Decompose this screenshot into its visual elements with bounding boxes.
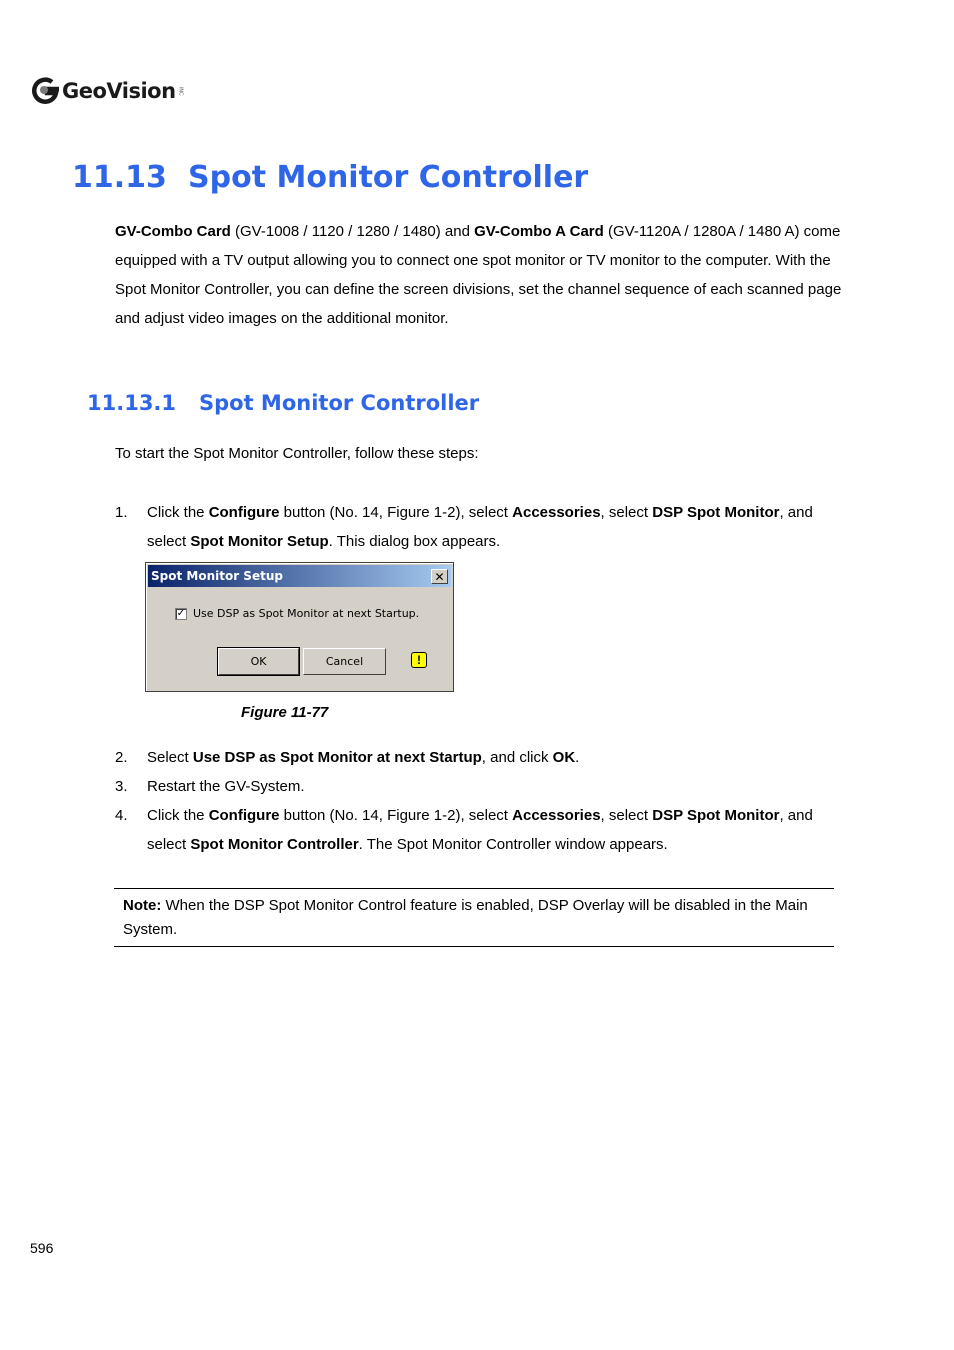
step-number: 3. bbox=[115, 778, 128, 795]
use-dsp-checkbox-row[interactable] bbox=[175, 607, 419, 620]
step-number: 2. bbox=[115, 749, 128, 766]
close-icon[interactable]: ✕ bbox=[431, 569, 448, 584]
page-number: 596 bbox=[30, 1240, 54, 1256]
step-bold: Use DSP as Spot Monitor at next Startup bbox=[192, 749, 482, 766]
note-box bbox=[114, 888, 834, 947]
logo-wordmark: GeoVision bbox=[62, 79, 176, 103]
step-3 bbox=[115, 772, 845, 801]
warning-icon: ! bbox=[411, 652, 427, 668]
step-text-part: . bbox=[575, 749, 580, 766]
subsection-title: Spot Monitor Controller bbox=[199, 391, 480, 415]
step-text-part: Click the bbox=[147, 504, 209, 521]
step-text bbox=[147, 498, 845, 556]
section-number: 11.13 bbox=[72, 160, 167, 195]
step-bold: Accessories bbox=[512, 504, 601, 521]
step-bold: Accessories bbox=[512, 807, 601, 824]
step-number: 1. bbox=[115, 504, 128, 521]
subsection-heading bbox=[87, 391, 479, 415]
step-text-part: . The Spot Monitor Controller window appears. bbox=[358, 836, 668, 853]
geovision-logo-icon bbox=[30, 76, 60, 106]
step-text: Restart the GV-System. bbox=[147, 778, 305, 795]
step-text-part: button (No. 14, Figure 1-2), select bbox=[279, 504, 513, 521]
step-bold: Spot Monitor Controller bbox=[190, 836, 359, 853]
step-bold: Configure bbox=[208, 807, 280, 824]
step-number: 4. bbox=[115, 807, 128, 824]
use-dsp-checkbox-label[interactable]: Use DSP as Spot Monitor at next Startup. bbox=[193, 607, 420, 620]
subsection-number: 11.13.1 bbox=[87, 391, 177, 415]
cancel-button[interactable]: Cancel bbox=[303, 648, 386, 675]
step-bold: OK bbox=[552, 749, 576, 766]
section-heading bbox=[72, 160, 588, 195]
dialog-title: Spot Monitor Setup bbox=[151, 569, 283, 583]
geovision-logo bbox=[30, 72, 184, 110]
step-text-part: Select bbox=[147, 749, 193, 766]
section-title: Spot Monitor Controller bbox=[188, 160, 589, 195]
step-text-part: . This dialog box appears. bbox=[328, 533, 501, 550]
figure-caption: Figure 11-77 bbox=[241, 704, 329, 721]
logo-trademark: INC bbox=[177, 86, 184, 96]
step-bold: DSP Spot Monitor bbox=[652, 504, 780, 521]
step-4 bbox=[115, 801, 845, 859]
ok-button[interactable]: OK bbox=[218, 648, 299, 675]
step-text-part: , and select bbox=[147, 504, 813, 550]
step-bold: Spot Monitor Setup bbox=[190, 533, 329, 550]
step-text bbox=[147, 743, 845, 772]
step-text-part: button (No. 14, Figure 1-2), select bbox=[279, 807, 513, 824]
note-text: When the DSP Spot Monitor Control feature is enabled, DSP Overlay will be disabled in the Main System. bbox=[123, 897, 808, 938]
step-2 bbox=[115, 743, 845, 772]
step-text-part: , and click bbox=[481, 749, 553, 766]
intro-text-2: (GV-1120A / 1280A / 1480 A) come equipped with a TV output allowing you to connect one spot monitor or TV monitor to the computer. With the Spot Monitor Controller, you can define the screen divisions, set the channel sequence of each scanned page and adjust video images on the additional monitor. bbox=[115, 223, 842, 327]
lead-paragraph: To start the Spot Monitor Controller, follow these steps: bbox=[115, 445, 479, 462]
intro-bold-1: GV-Combo Card bbox=[115, 223, 231, 240]
use-dsp-checkbox[interactable]: ✓ bbox=[176, 607, 186, 619]
intro-paragraph bbox=[115, 217, 845, 333]
step-bold: Configure bbox=[208, 504, 280, 521]
dialog-titlebar[interactable] bbox=[148, 565, 451, 587]
intro-bold-2: GV-Combo A Card bbox=[474, 223, 604, 240]
step-1 bbox=[115, 498, 845, 556]
step-text-part: Click the bbox=[147, 807, 209, 824]
note-label: Note: bbox=[123, 897, 162, 914]
step-text-part: , select bbox=[600, 504, 653, 521]
spot-monitor-setup-dialog bbox=[145, 562, 454, 692]
step-text bbox=[147, 801, 845, 859]
intro-text-1: (GV-1008 / 1120 / 1280 / 1480) and bbox=[230, 223, 475, 240]
step-text-part: , select bbox=[600, 807, 653, 824]
step-bold: DSP Spot Monitor bbox=[652, 807, 780, 824]
step-text-part: , and select bbox=[147, 807, 813, 853]
